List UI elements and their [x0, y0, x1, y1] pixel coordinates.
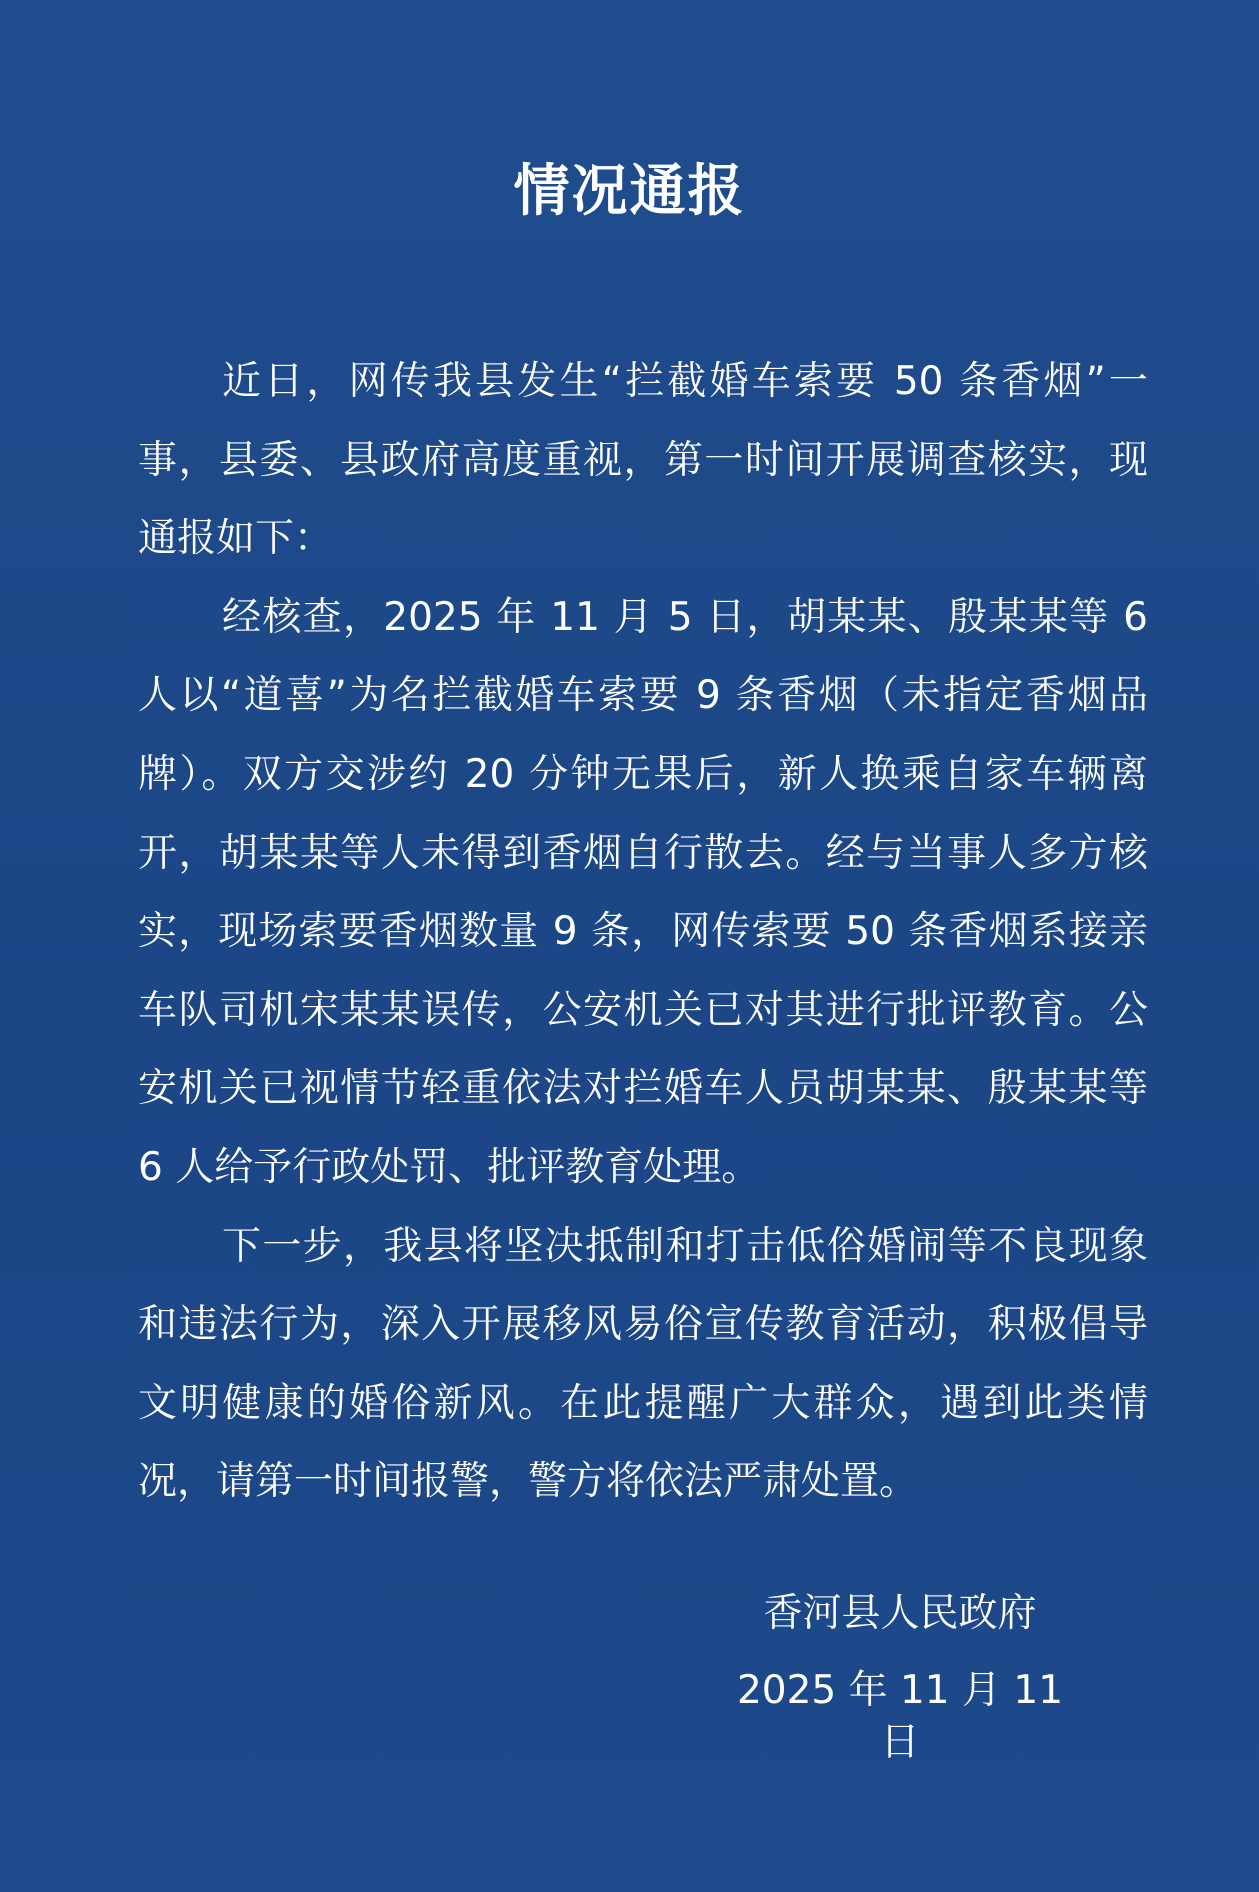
paragraph-intro: 近日，网传我县发生“拦截婚车索要 50 条香烟”一事，县委、县政府高度重视，第一时间开展调查核实，现通报如下： — [138, 359, 1148, 562]
notice-title: 情况通报 — [513, 158, 746, 224]
paragraph-findings: 经核查，2025 年 11 月 5 日，胡某某、殷某某等 6 人以“道喜”为名拦截婚车索要 9 条香烟（未指定香烟品牌）。双方交涉约 20 分钟无果后，新人换乘自家车辆离开，胡某某等人未得到香烟自行散去。经与当事人多方核实，现场索要香烟数量 9 条，网传索要 50 条香烟系接亲车队司机宋某某误传，公安机关已对其进行批评教育。公安机关已视情节轻重依法对拦婚车人员胡某某、殷某某等 6 人给予行政处罚、批评教育处理。 — [138, 594, 1148, 1190]
signature-date: 2025 年 11 月 11 日 — [736, 1668, 1064, 1765]
signature-organization: 香河县人民政府 — [763, 1591, 1037, 1636]
notice-body — [138, 343, 1148, 1522]
paragraph-next-steps: 下一步，我县将坚决抵制和打击低俗婚闹等不良现象和违法行为，深入开展移风易俗宣传教育活动，积极倡导文明健康的婚俗新风。在此提醒广大群众，遇到此类情况，请第一时间报警，警方将依法严肃处置。 — [138, 1223, 1148, 1505]
